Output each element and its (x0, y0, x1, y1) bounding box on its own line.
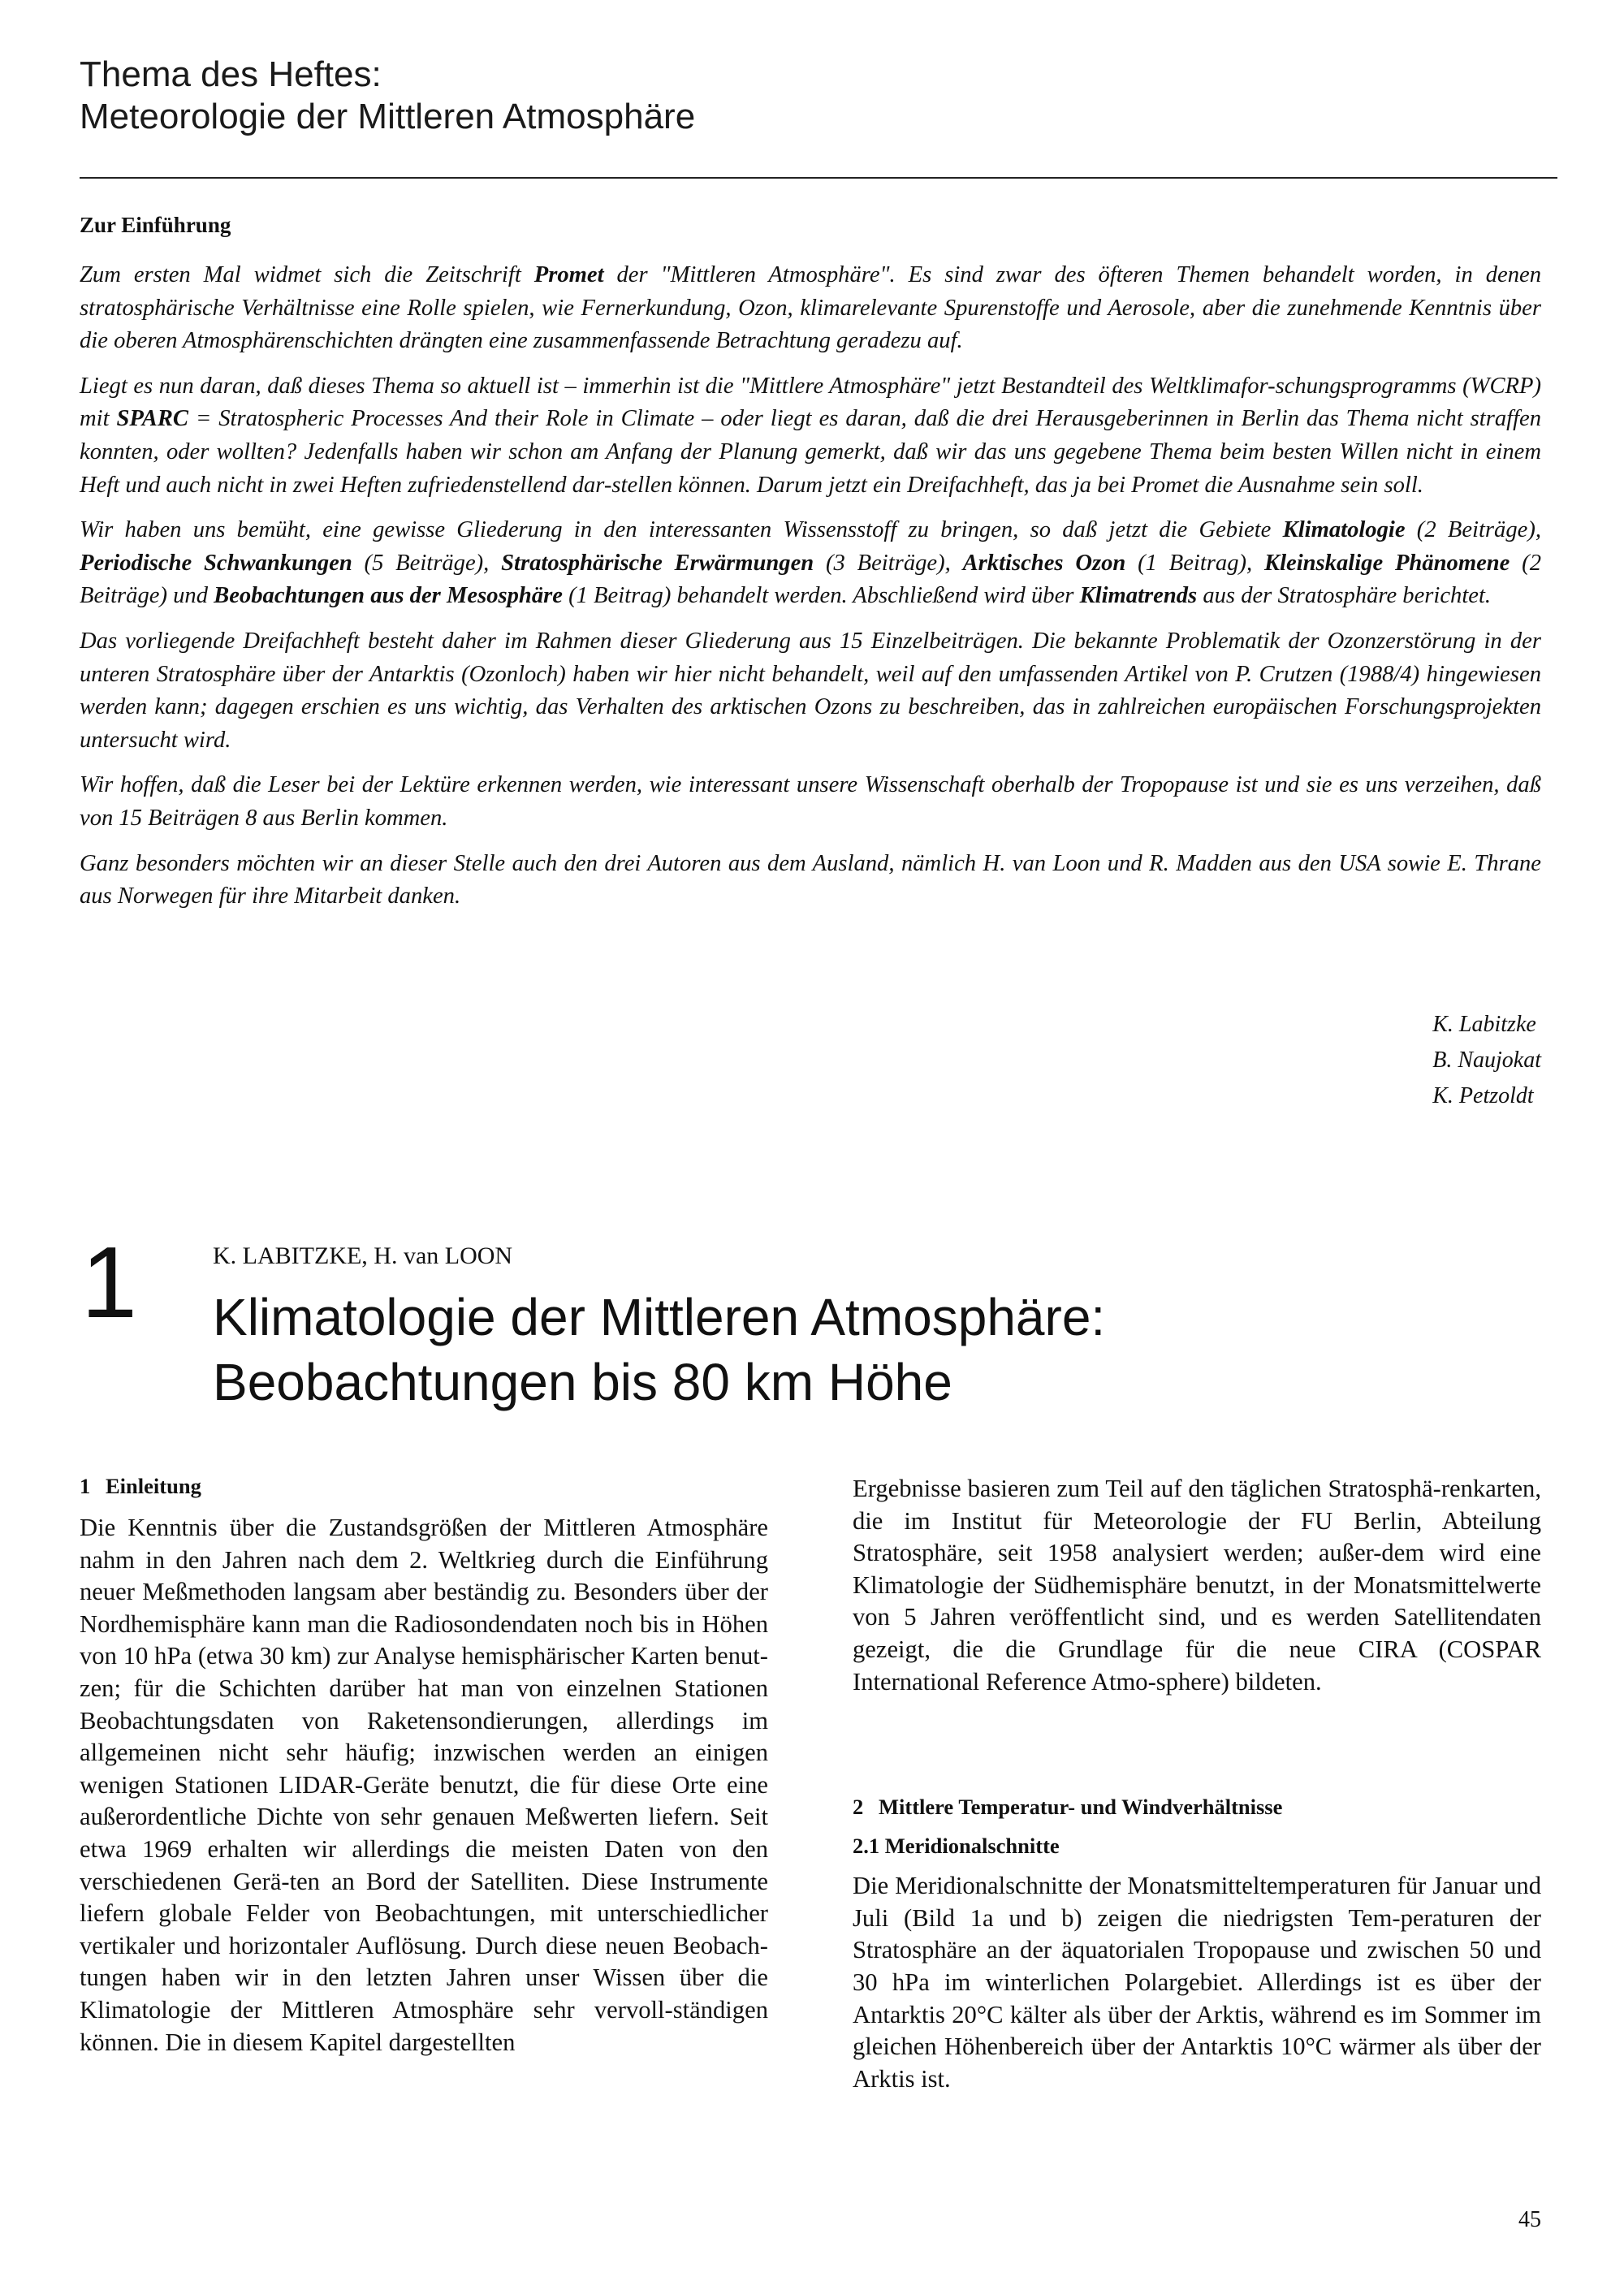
body-paragraph: Ergebnisse basieren zum Teil auf den täglichen Stratosphä-renkarten, die im Institut für Meteorologie der FU Berlin, Abteilung Stratosphäre, seit 1958 analysiert werden; außer-dem wird eine Klimatologie der Südhemisphäre benutzt, in der Monatsmittelwerte von 5 Jahren veröffentlicht sind, und es werden Satellitendaten gezeigt, die die Grundlage für die neue CIRA (COSPAR International Reference Atmo-sphere) bildeten. (853, 1475, 1541, 1696)
section-title: Einleitung (106, 1474, 201, 1498)
subsection-number: 2.1 (853, 1834, 880, 1859)
intro-paragraph: Ganz besonders möchten wir an dieser Stelle auch den drei Autoren aus dem Ausland, nämlich H. van Loon und R. Madden aus den USA sowie E. Thrane aus Norwegen für ihre Mitarbeit danken. (80, 850, 1541, 909)
chapter-title-line: Beobachtungen bis 80 km Höhe (213, 1353, 952, 1411)
signature-name: B. Naujokat (1432, 1048, 1541, 1073)
intro-paragraph: Wir hoffen, daß die Leser bei der Lektüre erkennen werden, wie interessant unsere Wissenschaft oberhalb der Tropopause ist und sie es uns verzeihen, daß von 15 Beiträgen 8 aus Berlin kommen. (80, 772, 1541, 831)
header-topic-title: Meteorologie der Mittleren Atmosphäre (80, 97, 696, 136)
section-number: 1 (80, 1474, 91, 1498)
intro-paragraph: Zum ersten Mal widmet sich die Zeitschrift Promet der "Mittleren Atmosphäre". Es sind zwar des öfteren Themen behandelt worden, in denen stratosphärische Verhältnisse eine Rolle spielen, wie Fernerkundung, Ozon, klimarelevante Spurenstoffe und Aerosole, aber die zunehmende Kenntnis über die oberen Atmosphärenschichten drängten eine zusammenfassende Betrachtung geradezu auf. (80, 262, 1541, 354)
column-spacer (853, 1698, 1541, 1794)
chapter-title-line: Klimatologie der Mittleren Atmosphäre: (213, 1288, 1106, 1346)
header-divider (80, 177, 1557, 179)
introduction (80, 213, 1541, 926)
section-title: Mittlere Temperatur- und Windverhältnisse (879, 1795, 1283, 1820)
section-heading (853, 1794, 1541, 1820)
intro-paragraph: Liegt es nun daran, daß dieses Thema so aktuell ist – immerhin ist die "Mittlere Atmosphäre" jetzt Bestandteil des Weltklimafor-schungsprogramms (WCRP) mit SPARC = Stratospheric Processes And their Role in Climate – oder liegt es daran, daß die drei Herausgeberinnen in Berlin das Thema nicht straffen konnten, oder wollten? Jedenfalls haben wir schon am Anfang der Planung gemerkt, daß wir das uns gegebene Thema beim besten Willen nicht in einem Heft und auch nicht in zwei Heften zufriedenstellend dar-stellen können. Darum jetzt ein Dreifachheft, das ja bei Promet die Ausnahme sein soll. (80, 373, 1542, 498)
chapter-title (213, 1285, 1479, 1415)
signature-name: K. Labitzke (1432, 1012, 1536, 1037)
left-column (80, 1473, 768, 2059)
right-column (853, 1473, 1541, 2095)
chapter-authors: K. LABITZKE, H. van LOON (213, 1242, 513, 1269)
page-number: 45 (1518, 2207, 1541, 2232)
intro-paragraph: Das vorliegende Dreifachheft besteht daher im Rahmen dieser Gliederung aus 15 Einzelbeiträgen. Die bekannte Problematik der Ozonzerstörung in der unteren Stratosphäre über der Antarktis (Ozonloch) haben wir hier nicht behandelt, weil auf den umfassenden Artikel von P. Crutzen (1988/4) hingewiesen werden kann; dagegen erschien es uns wichtig, das Verhalten des arktischen Ozons zu beschreiben, das in zahlreichen europäischen Forschungsprojekten untersucht wird. (80, 628, 1541, 753)
intro-paragraph: Wir haben uns bemüht, eine gewisse Gliederung in den interessanten Wissensstoff zu bringen, so daß jetzt die Gebiete Klimatologie (2 Beiträge), Periodische Schwankungen (5 Beiträge), Stratosphärische Erwärmungen (3 Beiträge), Arktisches Ozon (1 Beitrag), Kleinskalige Phänomene (2 Beiträge) und Beobachtungen aus der Mesosphäre (1 Beitrag) behandelt werden. Abschließend wird über Klimatrends aus der Stratosphäre berichtet. (80, 517, 1541, 609)
chapter-number: 1 (81, 1227, 137, 1339)
body-paragraph: Die Meridionalschnitte der Monatsmitteltemperaturen für Januar und Juli (Bild 1a und b) zeigen die niedrigsten Tem-peraturen der Stratosphäre an der äquatorialen Tropopause und zwischen 50 und 30 hPa im winterlichen Polargebiet. Allerdings ist es über der Antarktis 20°C kälter als über der Arktis, während es im Sommer im gleichen Höhenbereich über der Antarktis 10°C wärmer als über der Arktis ist. (853, 1872, 1541, 2093)
subsection-heading (853, 1833, 1541, 1859)
intro-heading: Zur Einführung (80, 213, 231, 237)
body-paragraph: Die Kenntnis über die Zustandsgrößen der Mittleren Atmosphäre nahm in den Jahren nach dem 2. Weltkrieg durch die Einführung neuer Meßmethoden langsam aber beständig zu. Besonders über der Nordhemisphäre kann man die Radiosondendaten noch bis in Höhen von 10 hPa (etwa 30 km) zur Analyse hemisphärischer Karten benut-zen; für die Schichten darüber hat man von einzelnen Stationen Beobachtungsdaten von Raketensondierungen, allerdings im allgemeinen nicht sehr häufig; inzwischen werden an einigen wenigen Stationen LIDAR-Geräte benutzt, die für diese Orte eine außerordentliche Dichte von sehr genauen Meßwerten liefern. Seit etwa 1969 erhalten wir allerdings die meisten Daten von den verschiedenen Gerä-ten an Bord der Satelliten. Diese Instrumente liefern globale Felder von Beobachtungen, mit unterschiedlicher vertikaler und horizontaler Auflösung. Durch diese neuen Beobach-tungen haben wir in den letzten Jahren unser Wissen über die Klimatologie der Mittleren Atmosphäre sehr vervoll-ständigen können. Die in diesem Kapitel dargestellten (80, 1514, 768, 2056)
section-number: 2 (853, 1795, 864, 1820)
section-heading (80, 1473, 768, 1499)
subsection-title: Meridionalschnitte (884, 1834, 1060, 1859)
editor-signatures (1432, 1007, 1541, 1114)
signature-name: K. Petzoldt (1432, 1083, 1534, 1108)
page-header (80, 54, 1557, 138)
header-topic-label: Thema des Heftes: (80, 54, 382, 94)
